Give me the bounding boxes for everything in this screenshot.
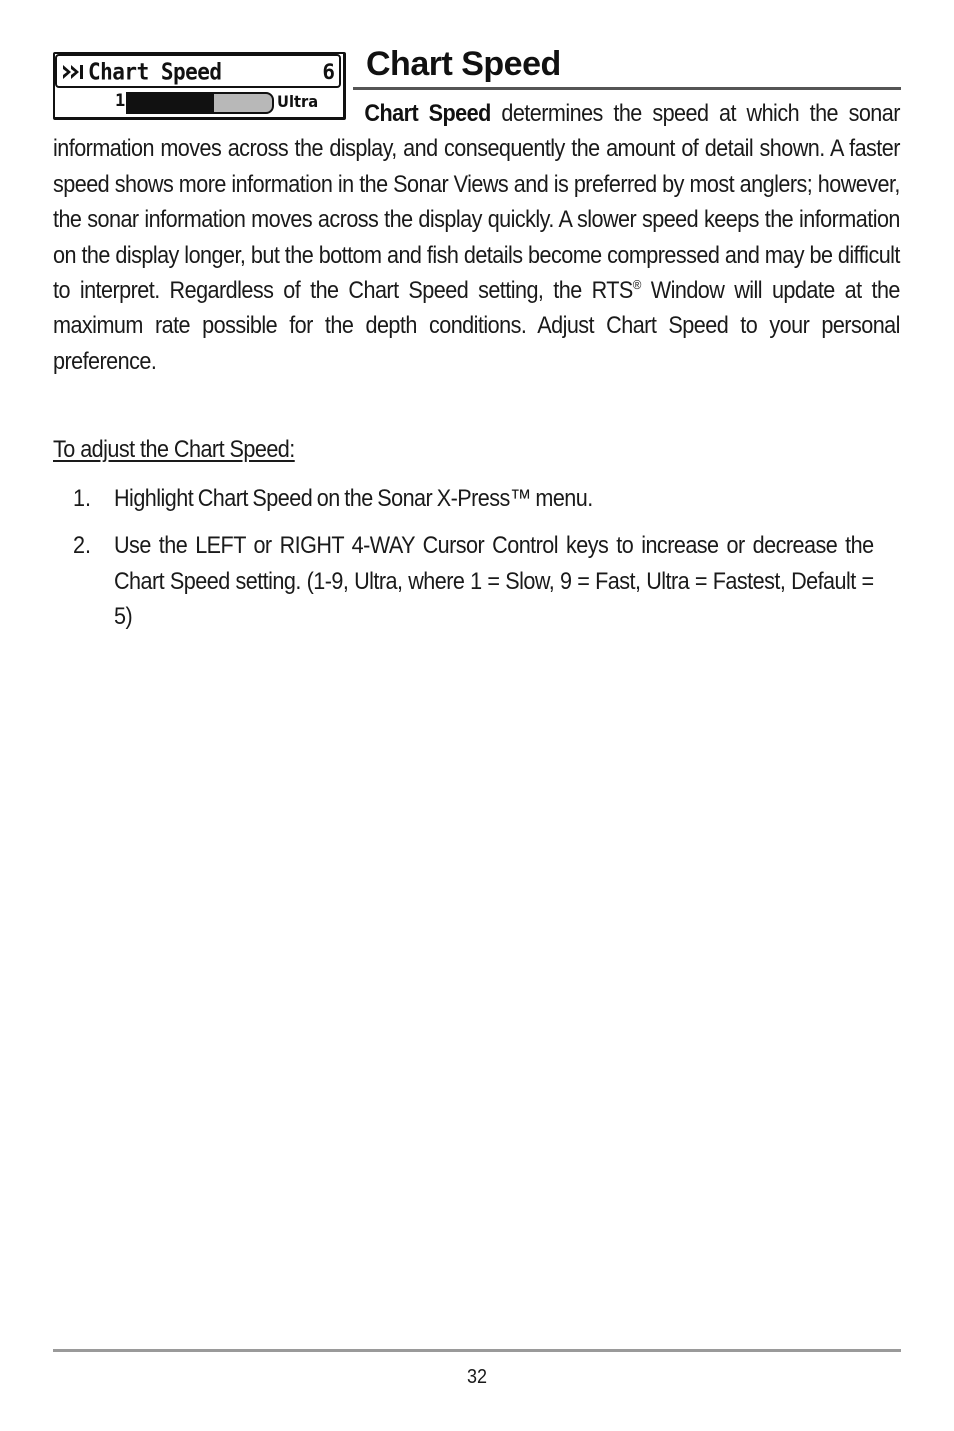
double-chevron-right-icon xyxy=(62,64,84,80)
procedure-steps xyxy=(73,481,873,647)
registered-mark: ® xyxy=(632,277,641,293)
step-text: Highlight Chart Speed on the Sonar X-Press™ menu. xyxy=(114,485,593,512)
intro-text-2: Window will update at the maximum rate possible for the depth conditions. Adjust Chart Speed to your personal preference. xyxy=(53,277,900,375)
step-number: 2. xyxy=(73,532,92,560)
title-rule xyxy=(353,87,901,90)
intro-lead: Chart Speed xyxy=(364,100,491,127)
intro-text-1: determines the speed at which the sonar information moves across the display, and consequently the amount of detail shown. A faster speed shows more information in the Sonar Views and is preferred by most anglers; however, the sonar information moves across the display quickly. A slower speed keeps the information on the display longer, but the bottom and fish details become compressed and may be difficult to interpret. Regardless of the Chart Speed setting, the RTS xyxy=(53,100,900,305)
footer-rule xyxy=(53,1349,901,1352)
step-text: Use the LEFT or RIGHT 4-WAY Cursor Control keys to increase or decrease the Chart Speed setting. (1-9, Ultra, where 1 = Slow, 9 = Fast, Ultra = Fastest, Default = 5) xyxy=(114,532,874,631)
menu-item-value: 6 xyxy=(322,60,335,84)
procedure-heading: To adjust the Chart Speed: xyxy=(53,436,295,463)
page-number: 32 xyxy=(466,1366,488,1388)
slider-min-label: 1 xyxy=(115,91,126,111)
slider-max-label: Ultra xyxy=(277,92,319,111)
procedure-step xyxy=(73,528,873,634)
intro-paragraph xyxy=(53,96,900,379)
section-title: Chart Speed xyxy=(366,45,561,83)
menu-item-row xyxy=(55,54,341,88)
menu-item-label: Chart Speed xyxy=(88,59,222,85)
procedure-step xyxy=(73,481,873,516)
step-number: 1. xyxy=(73,485,92,512)
